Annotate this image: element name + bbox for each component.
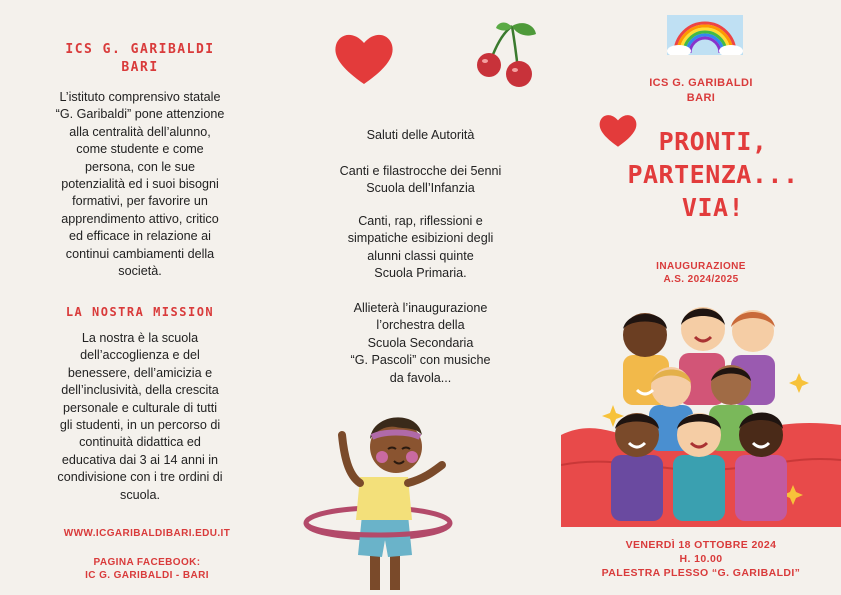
heart-icon bbox=[333, 30, 395, 86]
program-item-kindergarten: Canti e filastrocche dei 5enni Scuola dell’Infanzia bbox=[339, 164, 502, 196]
mission-heading: LA NOSTRA MISSION bbox=[65, 305, 215, 319]
program-item-primary: Canti, rap, riflessioni e simpatiche esibizioni degli alunni classi quinte Scuola Primaria. bbox=[347, 214, 494, 281]
middle-panel bbox=[280, 0, 561, 595]
children-illustration bbox=[561, 295, 841, 527]
event-title: PRONTI, PARTENZA... VIA! bbox=[627, 127, 799, 222]
rainbow-logo bbox=[667, 15, 743, 55]
facebook-page[interactable]: PAGINA FACEBOOK: IC G. GARIBALDI - BARI bbox=[85, 557, 209, 581]
event-details: VENERDÌ 18 OTTOBRE 2024 H. 10.00 PALESTRA PLESSO “G. GARIBALDI” bbox=[601, 539, 801, 579]
left-panel bbox=[0, 0, 280, 595]
program-item-greetings: Saluti delle Autorità bbox=[366, 128, 475, 142]
cherries-icon bbox=[472, 20, 542, 90]
school-name: ICS G. GARIBALDI BARI bbox=[649, 77, 753, 104]
inauguration-subtitle: INAUGURAZIONE A.S. 2024/2025 bbox=[656, 261, 746, 285]
program-item-orchestra: Allieterà l’inaugurazione l’orchestra della Scuola Secondaria “G. Pascoli” con musiche da favola... bbox=[350, 301, 491, 385]
website-link[interactable]: WWW.ICGARIBALDIBARI.EDU.IT bbox=[63, 528, 231, 539]
hula-hoop-child-illustration bbox=[300, 405, 500, 595]
right-panel bbox=[561, 0, 841, 595]
intro-text: L’istituto comprensivo statale “G. Garibaldi” pone attenzione alla centralità dell’alunno, come studente e come persona, con le sue potenzialità ed i suoi bisogni formativi, per favorire un apprendimento attivo, critico ed efficace in relazione ai continui cambiamenti della società. bbox=[55, 90, 225, 279]
mission-text: La nostra è la scuola dell’accoglienza e del benessere, dell’amicizia e dell’inclusività, della crescita personale e culturale di tutti gli studenti, in un percorso di continuità didattica ed educativa dai 3 ai 14 anni in condivisione con i tre ordini di scuola. bbox=[57, 331, 223, 502]
school-heading: ICS G. GARIBALDI BARI bbox=[65, 42, 215, 75]
